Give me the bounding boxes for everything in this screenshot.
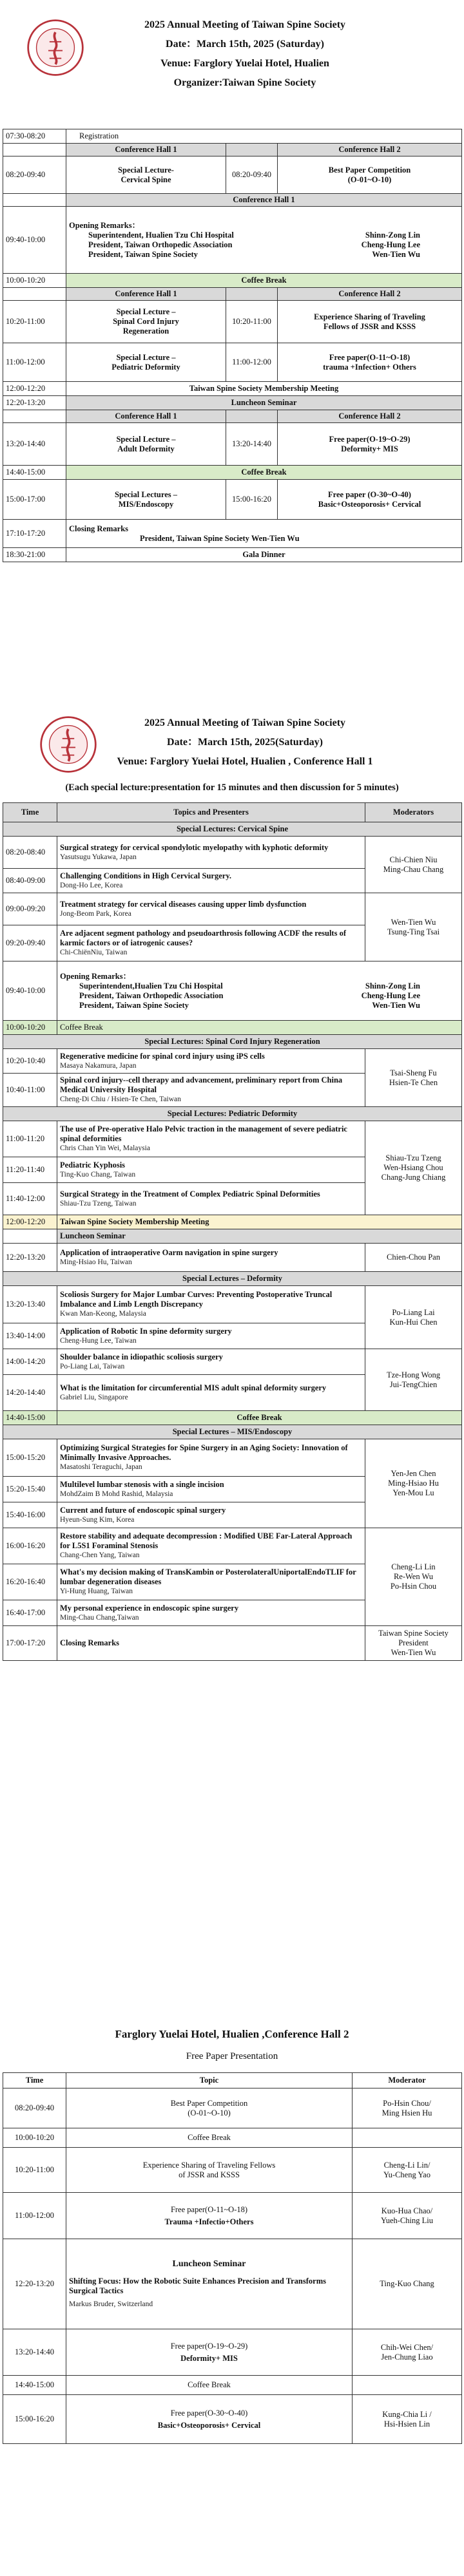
table-row: 12:20-13:20 Luncheon Seminar Shifting Focus: How the Robotic Suite Enhances Precision and Transforms Surgical Tactics Markus Bruder, Switzerland Ting-Kuo Chang [3,2239,462,2329]
table-row: 16:40-17:00 My personal experience in endoscopic spine surgery Ming-Chau Chang,Taiwan [3,1600,462,1626]
table-header-row: Time Topic Moderator [3,2073,462,2088]
table-row: 12:20-13:20 Application of intraoperative Oarm navigation in spine surgery Ming-Hsiao Hu, Taiwan Chien-Chou Pan [3,1244,462,1272]
table-row: 11:00-11:20 The use of Pre-operative Halo Pelvic traction in the management of severe pediatric spinal deformities Chris Chan Yin Wei, Malaysia Shiau-Tzu Tzeng Wen-Hsiang Chou Chang-Jung Chiang [3,1121,462,1157]
table-row: 09:00-09:20 Treatment strategy for cervical diseases causing upper limb dysfunction Jong-Beom Park, Korea Wen-Tien Wu Tsung-Ting Tsai [3,893,462,925]
table-row: 12:00-12:20 Taiwan Spine Society Membership Meeting [3,382,462,396]
hall2-subtitle: Free Paper Presentation [186,2051,278,2061]
table-row: 13:40-14:00 Application of Robotic In spine deformity surgery Cheng-Hung Lee, Taiwan [3,1323,462,1349]
table-row [3,144,462,156]
section-header: Special Lectures: Pediatric Deformity [3,1107,462,1121]
session-cell: Special Lecture- Cervical Spine [66,156,226,194]
table-row: 11:40-12:00 Surgical Strategy in the Treatment of Complex Pediatric Spinal Deformities Shiau-Tzu Tzeng, Taiwan [3,1183,462,1215]
table-row: 10:00-10:20 Coffee Break [3,274,462,288]
table-row: 09:40-10:00 Opening Remarks： Superintendent, Hualien Tzu Chi Hospital Shinn-Zong Lin President, Taiwan Orthopedic Association Cheng-Hung Lee President, Taiwan Spine Society Wen-Tien Wu [3,207,462,274]
table-row: 08:20-09:40 Special Lecture- Cervical Spine 08:20-09:40 Best Paper Competition (O-01~O-10) [3,156,462,194]
table-row: 14:20-14:40 What is the limitation for circumferential MIS adult spinal deformity surgery Gabriel Liu, Singapore [3,1375,462,1411]
moderator-cell: Chien-Chou Pan [365,1244,462,1272]
table-row: 13:20-14:40 Free paper(O-19~O-29) Deformity+ MIS Chih-Wei Chen/ Jen-Chung Liao [3,2329,462,2376]
table-row: 17:00-17:20 Closing Remarks Taiwan Spine Society President Wen-Tien Wu [3,1626,462,1661]
membership-meeting: Taiwan Spine Society Membership Meeting [57,1215,462,1229]
closing-remarks: Closing Remarks [57,1626,365,1661]
coffee-break: Coffee Break [66,274,462,288]
coffee-break: Coffee Break [57,1411,462,1425]
table-row: 09:40-10:00 Opening Remarks： Superintendent,Hualien Tzu Chi Hospital Shinn-Zong Lin President, Taiwan Orthopedic Association Cheng-Hung Lee President, Taiwan Spine Society Wen-Tien Wu [3,961,462,1021]
moderator-cell: Cheng-Li Lin Re-Wen Wu Po-Hsin Chou [365,1528,462,1626]
table-row: 11:20-11:40 Pediatric Kyphosis Ting-Kuo Chang, Taiwan [3,1157,462,1183]
table-row: 10:00-10:20 Coffee Break [3,1021,462,1035]
program-venue: Venue: Farglory Yuelai Hotel, Hualien [160,58,329,69]
coffee-break: Coffee Break [66,2376,353,2395]
time-cell: 07:30-08:20 [3,129,66,144]
table-row: 13:20-14:40 Special Lecture – Adult Deformity 13:20-14:40 Free paper(O-19~O-29) Deformity+ MIS [3,423,462,466]
opening-remarks: Opening Remarks： Superintendent,Hualien Tzu Chi Hospital Shinn-Zong Lin President, Taiwan Orthopedic Association Cheng-Hung Lee President, Taiwan Spine Society Wen-Tien Wu [57,961,462,1021]
table-row [3,129,462,144]
table-header-row: Time Topics and Presenters Moderators [3,803,462,822]
program-date: Date：March 15th, 2025 (Saturday) [166,39,324,50]
table-row: 10:20-11:00 Special Lecture – Spinal Cord Injury Regeneration 10:20-11:00 Experience Sharing of Traveling Fellows of JSSR and KSSS [3,301,462,343]
section-header: Special Lectures – Deformity [3,1272,462,1286]
table-row: 14:00-14:20 Shoulder balance in idiopathic scoliosis surgery Po-Liang Lai, Taiwan Tze-Hong Wong Jui-TengChien [3,1349,462,1375]
moderator-cell: Tze-Hong Wong Jui-TengChien [365,1349,462,1411]
coffee-break: Coffee Break [66,2128,353,2148]
session-cell: Best Paper Competition (O-01~O-10) [278,156,462,194]
moderator-cell: Yen-Jen Chen Ming-Hsiao Hu Yen-Mou Lu [365,1439,462,1528]
table-row: 16:00-16:20 Restore stability and adequate decompression : Modified UBE Far-Lateral Approach for L5S1 Foraminal Stenosis Chang-Chen Yang, Taiwan Cheng-Li Lin Re-Wen Wu Po-Hsin Chou [3,1528,462,1564]
hall2-header: Conference Hall 2 [278,144,462,156]
hall2-table [3,2072,462,2444]
section-header: Special Lectures: Cervical Spine [3,822,462,837]
section-header: Special Lectures – MIS/Endoscopy [3,1425,462,1439]
table-row: 10:20-10:40 Regenerative medicine for spinal cord injury using iPS cells Masaya Nakamura, Japan Tsai-Sheng Fu Hsien-Te Chen [3,1049,462,1074]
registration-cell: Registration [66,129,462,144]
hall2-page [0,2022,464,2576]
table-row: Conference Hall 1 [3,194,462,207]
gala-dinner: Gala Dinner [66,548,462,562]
table-row: 08:20-09:40 Best Paper Competition (O-01~O-10) Po-Hsin Chou/ Ming Hsien Hu [3,2088,462,2128]
hall1-venue: Venue: Farglory Yuelai Hotel, Hualien , Conference Hall 1 [117,756,373,767]
hall1-page [0,708,464,1964]
table-row: 14:40-15:00 Coffee Break [3,2376,462,2395]
program-overview-page [0,0,464,580]
moderator-cell: Wen-Tien Wu Tsung-Ting Tsai [365,893,462,961]
table-row: 15:00-15:20 Optimizing Surgical Strategies for Spine Surgery in an Aging Society: Innovation of Minimally Invasive Approaches. Masatoshi Teraguchi, Japan Yen-Jen Chen Ming-Hsiao Hu Yen-Mou Lu [3,1439,462,1477]
table-row: Conference Hall 1 Conference Hall 2 [3,288,462,301]
table-row: 10:00-10:20 Coffee Break [3,2128,462,2148]
program-header [84,15,406,93]
hall1-date: Date：March 15th, 2025(Saturday) [167,737,323,748]
society-logo [26,18,85,77]
table-row: 11:00-12:00 Special Lecture – Pediatric Deformity 11:00-12:00 Free paper(O-11~O-18) trauma +Infection+ Others [3,343,462,382]
hall2-title: Farglory Yuelai Hotel, Hualien ,Conference Hall 2 [115,2028,349,2040]
hall1-header: Conference Hall 1 [66,144,226,156]
closing-remarks: Closing Remarks President, Taiwan Spine Society Wen-Tien Wu [66,520,462,548]
table-row: 10:20-11:00 Experience Sharing of Traveling Fellows of JSSR and KSSS Cheng-Li Lin/ Yu-Cheng Yao [3,2148,462,2193]
table-row: 16:20-16:40 What's my decision making of TransKambin or PosterolateralUniportalEndoTLIF for lumbar degeneration diseases Yi-Hung Huang, Taiwan [3,1564,462,1600]
table-row: 11:00-12:00 Free paper(O-11~O-18) Trauma +Infectio+Others Kuo-Hua Chao/ Yueh-Ching Liu [3,2193,462,2239]
table-row: 12:00-12:20 Taiwan Spine Society Membership Meeting [3,1215,462,1229]
moderator-cell: Taiwan Spine Society President Wen-Tien Wu [365,1626,462,1661]
table-row: Luncheon Seminar [3,1229,462,1244]
moderator-cell: Po-Liang Lai Kun-Hui Chen [365,1286,462,1349]
moderator-cell: Tsai-Sheng Fu Hsien-Te Chen [365,1049,462,1107]
table-row: 15:00-16:20 Free paper(O-30~O-40) Basic+Osteoporosis+ Cervical Kung-Chia Li / Hsi-Hsien Lin [3,2395,462,2444]
opening-remarks: Opening Remarks： Superintendent, Hualien Tzu Chi Hospital Shinn-Zong Lin President, Taiwan Orthopedic Association Cheng-Hung Lee President, Taiwan Spine Society Wen-Tien Wu [66,207,462,274]
table-row: 08:20-08:40 Surgical strategy for cervical spondylotic myelopathy with kyphotic deformity Yasutsugu Yukawa, Japan Chi-Chien Niu Ming-Chau Chang [3,837,462,869]
lecture-rule: (Each special lecture:presentation for 15 minutes and then discussion for 5 minutes) [65,782,399,793]
table-row: 08:40-09:00 Challenging Conditions in High Cervical Surgery. Dong-Ho Lee, Korea [3,869,462,893]
table-row: 14:40-15:00 Coffee Break [3,1411,462,1425]
program-table [3,129,462,562]
table-row: Conference Hall 1 Conference Hall 2 [3,410,462,423]
table-row: 15:40-16:00 Current and future of endoscopic spinal surgery Hyeun-Sung Kim, Korea [3,1502,462,1528]
table-row: 15:20-15:40 Multilevel lumbar stenosis with a single incision MohdZaim B Mohd Rashid, Malaysia [3,1477,462,1502]
table-row: 15:00-17:00 Special Lectures – MIS/Endoscopy 15:00-16:20 Free paper (O-30~O-40) Basic+Osteoporosis+ Cervical [3,480,462,520]
program-organizer: Organizer:Taiwan Spine Society [173,77,316,88]
hall2-header [3,2022,461,2066]
hall1-title: 2025 Annual Meeting of Taiwan Spine Society [144,717,346,728]
hall1-header [84,714,406,772]
table-row: 13:20-13:40 Scoliosis Surgery for Major Lumbar Curves: Preventing Postoperative Truncal Imbalance and Limb Length Discrepancy Kwan Man-Keong, Malaysia Po-Liang Lai Kun-Hui Chen [3,1286,462,1323]
table-row: 10:40-11:00 Spinal cord injury--cell therapy and advancement, preliminary report from China Medical University Hospital Cheng-Di Chiu / Hsien-Te Chen, Taiwan [3,1074,462,1107]
table-row: 14:40-15:00 Coffee Break [3,466,462,480]
table-row: 18:30-21:00 Gala Dinner [3,548,462,562]
table-row: 12:20-13:20 Luncheon Seminar [3,396,462,410]
program-title: 2025 Annual Meeting of Taiwan Spine Society [144,19,346,30]
hall1-table [3,802,462,1661]
moderator-cell: Shiau-Tzu Tzeng Wen-Hsiang Chou Chang-Jung Chiang [365,1121,462,1215]
section-header: Special Lectures: Spinal Cord Injury Regeneration [3,1035,462,1049]
table-row: 17:10-17:20 Closing Remarks President, Taiwan Spine Society Wen-Tien Wu [3,520,462,548]
coffee-break: Coffee Break [57,1021,462,1035]
table-row: 09:20-09:40 Are adjacent segment pathology and pseudoarthrosis following ACDF the results of karmic factors or of iatrogenic causes? Chi-ChiënNiu, Taiwan [3,925,462,961]
moderator-cell: Chi-Chien Niu Ming-Chau Chang [365,837,462,893]
